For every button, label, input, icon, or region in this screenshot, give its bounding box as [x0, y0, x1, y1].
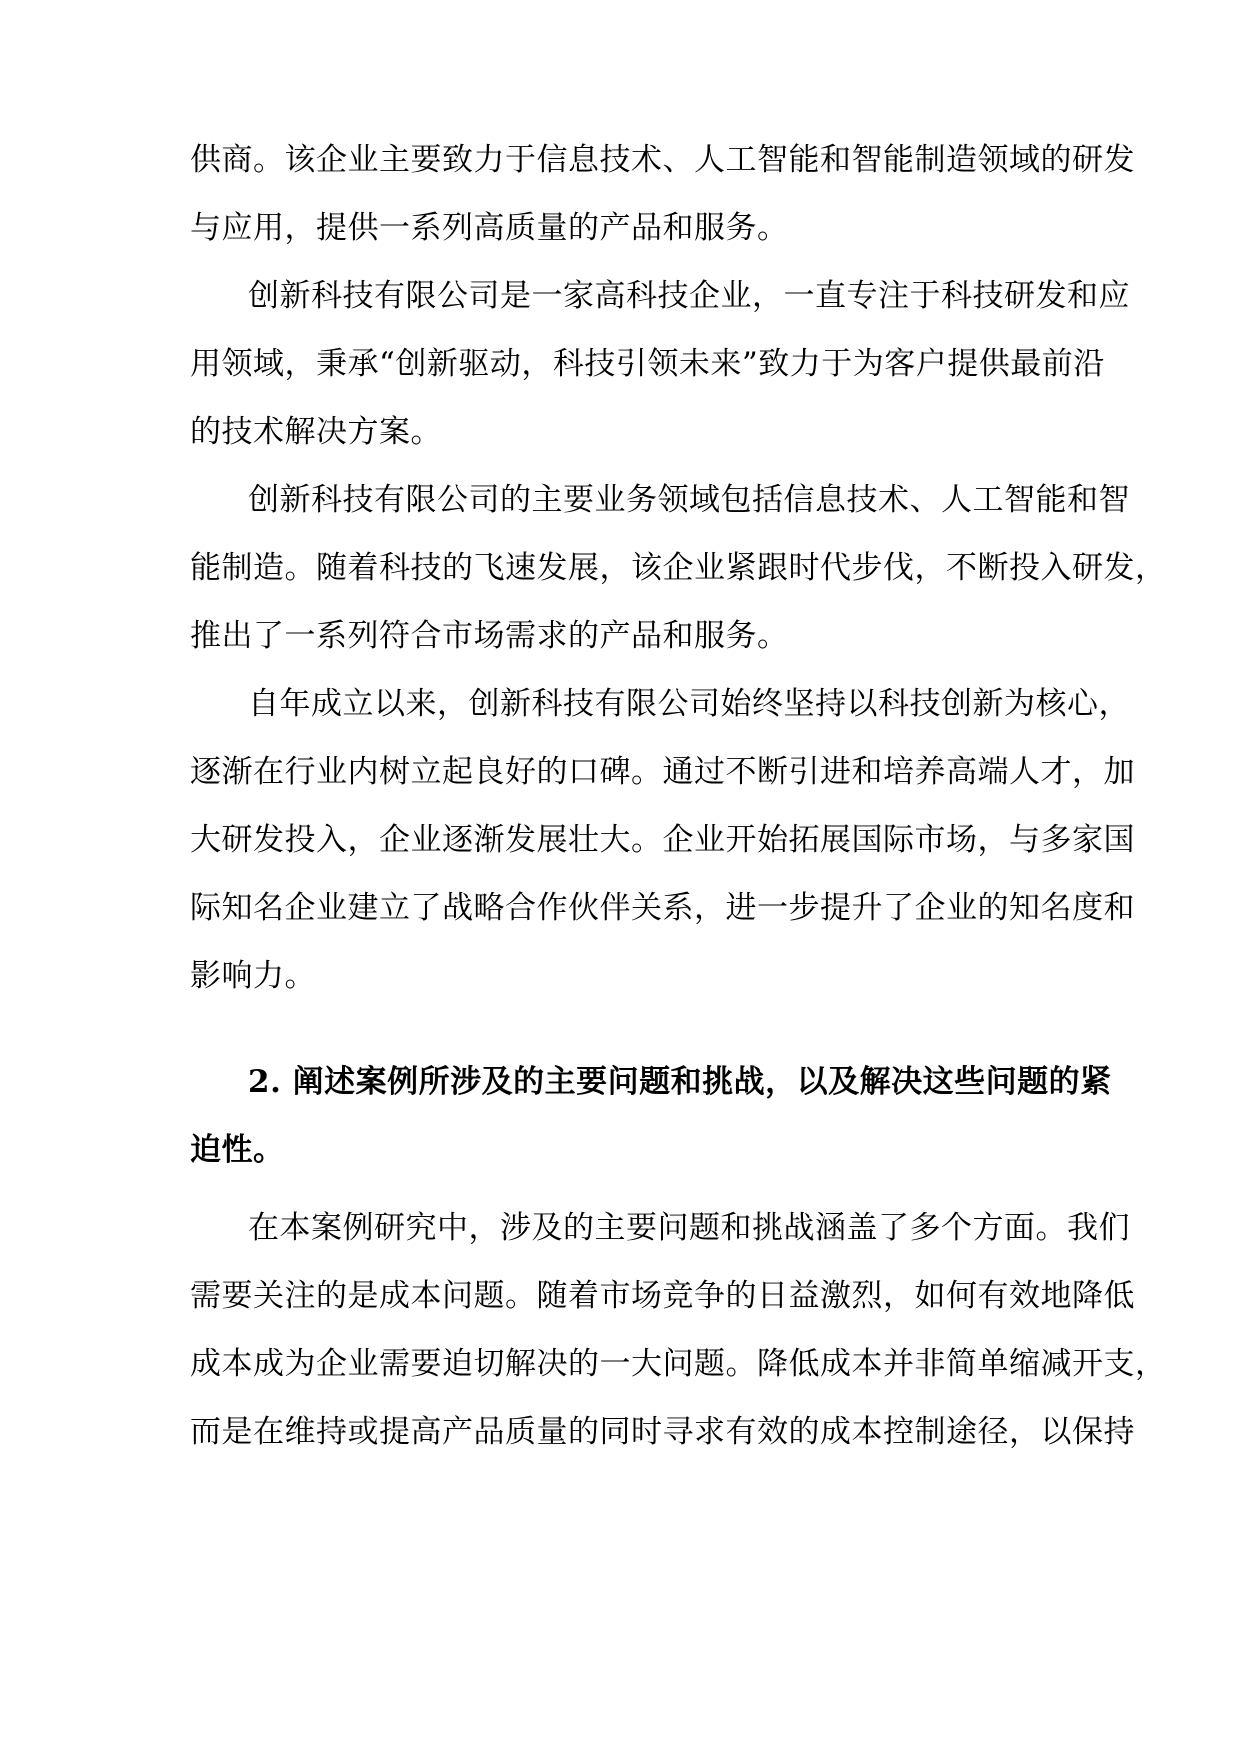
- paragraph-line: 而是在维持或提高产品质量的同时寻求有效的成本控制途径，以保持: [190, 1414, 1135, 1450]
- paragraph-line: 能制造。随着科技的飞速发展，该企业紧跟时代步伐，不断投入研发，: [190, 550, 1167, 586]
- paragraph-line: 自年成立以来，创新科技有限公司始终坚持以科技创新为核心，: [248, 686, 1130, 722]
- paragraph-line: 创新科技有限公司的主要业务领域包括信息技术、人工智能和智: [248, 482, 1130, 518]
- paragraph-line: 影响力。: [190, 958, 316, 994]
- paragraph-line: 成本成为企业需要迫切解决的一大问题。降低成本并非简单缩减开支，: [190, 1346, 1167, 1382]
- paragraph-line: 大研发投入，企业逐渐发展壮大。企业开始拓展国际市场，与多家国: [190, 822, 1135, 858]
- paragraph-line: 在本案例研究中，涉及的主要问题和挑战涵盖了多个方面。我们: [248, 1210, 1130, 1246]
- paragraph-line: 用领域，秉承“创新驱动，科技引领未来”致力于为客户提供最前沿: [190, 346, 1105, 382]
- paragraph-line: 与应用，提供一系列高质量的产品和服务。: [190, 210, 789, 246]
- paragraph-line: 供商。该企业主要致力于信息技术、人工智能和智能制造领域的研发: [190, 142, 1135, 178]
- paragraph-line: 需要关注的是成本问题。随着市场竞争的日益激烈，如何有效地降低: [190, 1278, 1135, 1314]
- paragraph-line: 创新科技有限公司是一家高科技企业，一直专注于科技研发和应: [248, 278, 1130, 314]
- paragraph-line: 的技术解决方案。: [190, 414, 442, 450]
- section-heading: 2. 阐述案例所涉及的主要问题和挑战，以及解决这些问题的紧: [248, 1064, 1112, 1100]
- paragraph-line: 推出了一系列符合市场需求的产品和服务。: [190, 618, 789, 654]
- paragraph-line: 逐渐在行业内树立起良好的口碑。通过不断引进和培养高端人才，加: [190, 754, 1135, 790]
- section-heading: 迫性。: [190, 1132, 285, 1168]
- paragraph-line: 际知名企业建立了战略合作伙伴关系，进一步提升了企业的知名度和: [190, 890, 1135, 926]
